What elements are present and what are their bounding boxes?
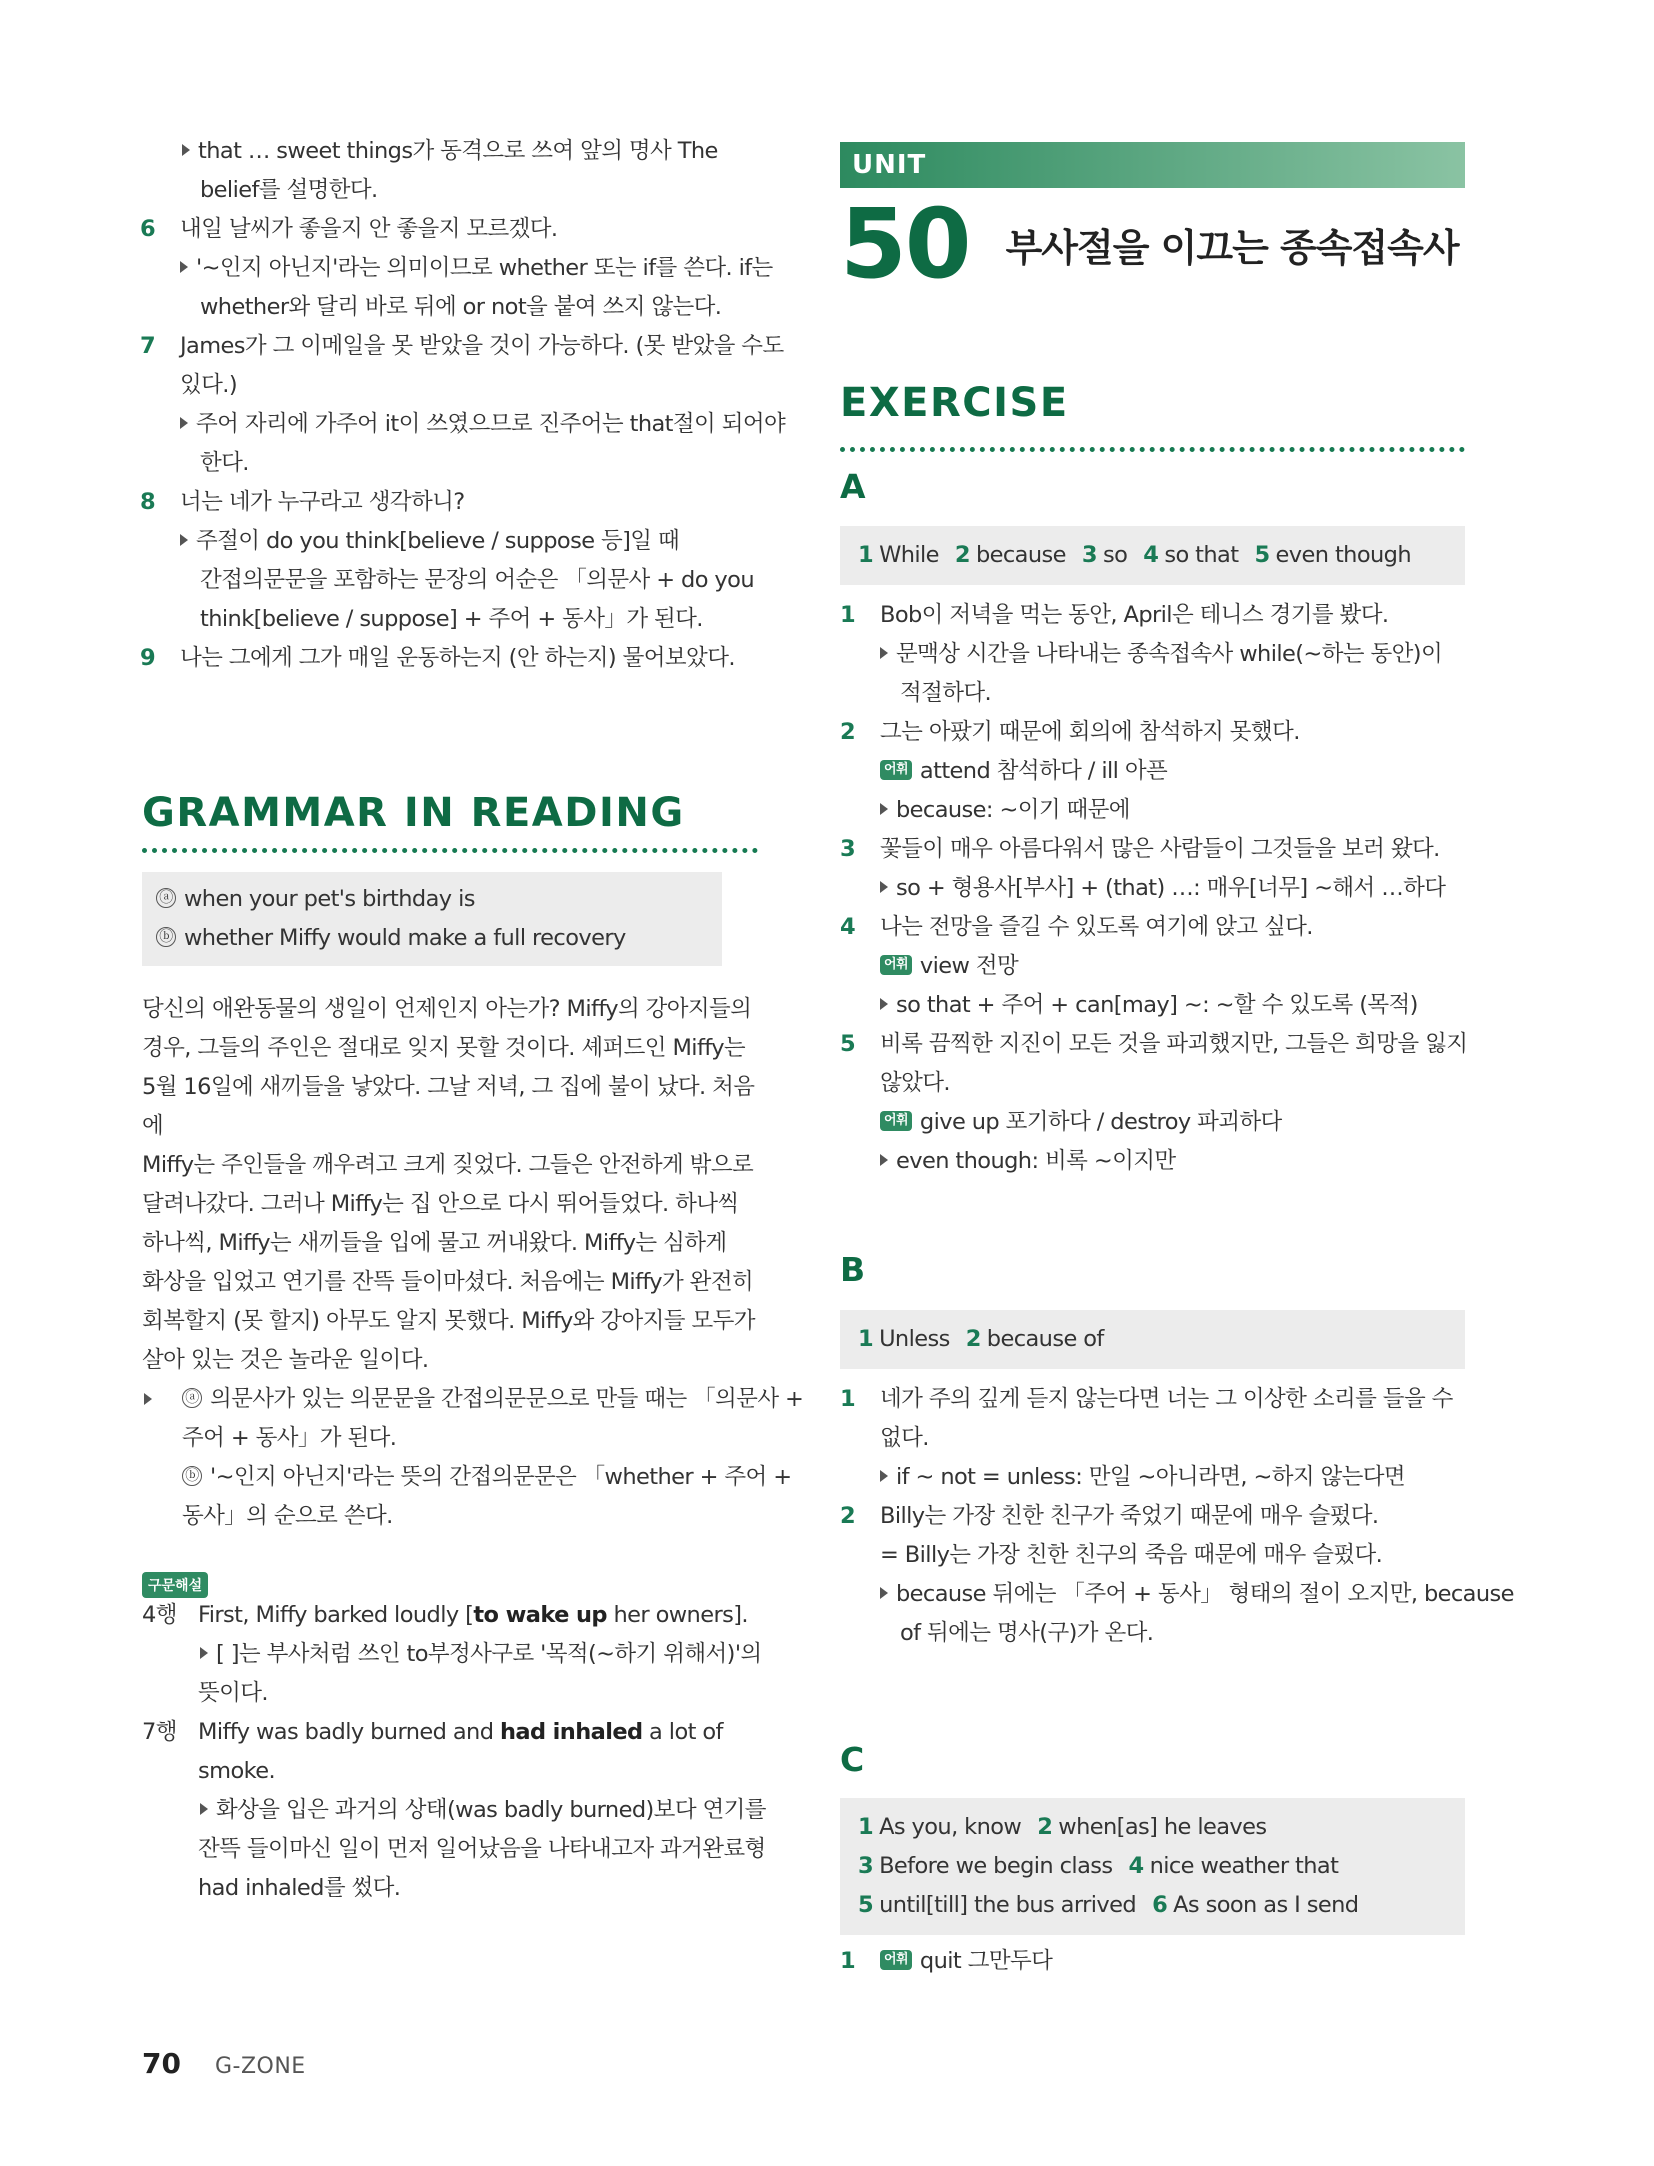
- syntax-line: [142, 1791, 766, 1830]
- answer-text: because: [975, 542, 1066, 568]
- answer-item: [858, 1892, 1136, 1918]
- right-column: [840, 142, 1514, 1974]
- section-c-letter: C: [840, 1740, 865, 1779]
- line-text: smoke.: [198, 1758, 276, 1784]
- line-text: 없다.: [880, 1425, 929, 1451]
- syntax-explanation: [142, 1596, 766, 1908]
- triangle-bullet-icon: [880, 1587, 888, 1599]
- item-number: 1: [840, 1386, 856, 1412]
- note-text: that … sweet things가 동격으로 쓰여 앞의 명사 The: [198, 138, 718, 164]
- book-title: G-ZONE: [214, 2054, 306, 2079]
- syntax-line: [142, 1752, 762, 1791]
- answer-number: 3: [858, 1853, 874, 1879]
- vocab-tag: 어휘: [880, 955, 912, 975]
- section-a-letter: A: [840, 467, 866, 506]
- note-text: because: ~이기 때문에: [896, 797, 1130, 823]
- answer-text: so: [1102, 542, 1128, 568]
- reading-answer: [156, 919, 708, 958]
- answer-item: [1254, 542, 1411, 568]
- unit-number: 50: [840, 188, 970, 300]
- explanation-line: [140, 366, 770, 405]
- explanation-line: [840, 1103, 1465, 1142]
- line-text: think[believe / suppose] + 주어 + 동사」가 된다.: [200, 606, 703, 632]
- note-text: 문맥상 시간을 나타내는 종속접속사 while(~하는 동안)이: [896, 641, 1443, 667]
- syntax-tag: 구문해설: [142, 1572, 208, 1598]
- note-text: because 뒤에는 「주어 + 동사」 형태의 절이 오지만, because: [896, 1581, 1514, 1607]
- exercise-heading: EXERCISE: [840, 380, 1069, 426]
- dotted-divider: [142, 848, 758, 853]
- explanation-line: [140, 288, 770, 327]
- answer-item: [858, 1814, 1021, 1840]
- explanation-text: '~인지 아닌지'라는 뜻의 간접의문문은 「whether + 주어 +: [210, 1464, 792, 1490]
- translation-line: 5월 16일에 새끼들을 낳았다. 그날 저녁, 그 집에 불이 났다. 처음에: [142, 1074, 755, 1139]
- explanation-mark: ⓐ: [182, 1388, 202, 1408]
- explanation-line: [140, 327, 784, 366]
- answer-text: even though: [1275, 542, 1411, 568]
- answer-item: [966, 1326, 1104, 1352]
- translation-paragraph: [142, 990, 762, 1380]
- sentence-bold: to wake up: [473, 1602, 607, 1628]
- vocab-tag: 어휘: [880, 760, 912, 780]
- explanation-line: [840, 908, 1465, 947]
- line-text: 내일 날씨가 좋을지 안 좋을지 모르겠다.: [180, 216, 558, 242]
- line-text: 그는 아팠기 때문에 회의에 참석하지 못했다.: [880, 719, 1300, 745]
- explanation-line: [140, 522, 770, 561]
- answer-number: 3: [1081, 542, 1097, 568]
- explanation-line: [140, 444, 770, 483]
- section-b-answers-box: [840, 1310, 1465, 1369]
- answer-row: [858, 1847, 1447, 1886]
- explanation-text: 동사」의 순으로 쓴다.: [182, 1503, 393, 1529]
- sentence-text: Miffy was badly burned and: [198, 1719, 500, 1745]
- explanation-line: [140, 210, 770, 249]
- explanation-line: [840, 1419, 1465, 1458]
- answer-number: 5: [858, 1892, 874, 1918]
- vocab-tag: 어휘: [880, 1111, 912, 1131]
- translation-line: 경우, 그들의 주인은 절대로 잊지 못할 것이다. 셰퍼드인 Miffy는: [142, 1035, 746, 1061]
- explanation-line: [840, 596, 1465, 635]
- explanation-line: [840, 1380, 1465, 1419]
- explanation-line: [140, 249, 773, 288]
- line-text: 나는 전망을 즐길 수 있도록 여기에 앉고 싶다.: [880, 914, 1313, 940]
- grammar-explanation: [142, 1380, 804, 1536]
- answer-text: when your pet's birthday is: [184, 886, 475, 912]
- explanation-line: [840, 947, 1465, 986]
- explanation-line: [140, 600, 770, 639]
- line-text: 있다.): [180, 372, 238, 398]
- line-text: Billy는 가장 친한 친구가 죽었기 때문에 매우 슬펐다.: [880, 1503, 1379, 1529]
- explanation-line: [840, 1142, 1465, 1181]
- item-number: 6: [140, 216, 156, 242]
- line-text: 뜻이다.: [198, 1680, 268, 1706]
- answer-text: Unless: [879, 1326, 950, 1352]
- explanation-text: 의문사가 있는 의문문을 간접의문문으로 만들 때는 「의문사 +: [210, 1386, 804, 1412]
- explanation-line: [840, 1942, 1465, 1981]
- sentence-text: First, Miffy barked loudly [: [198, 1602, 474, 1628]
- line-text: 적절하다.: [900, 680, 992, 706]
- triangle-bullet-icon: [880, 1470, 888, 1482]
- line-label: 4행: [142, 1602, 177, 1628]
- explanation-line: [840, 869, 1465, 908]
- item-number: 1: [840, 602, 856, 628]
- syntax-line: [142, 1713, 762, 1752]
- translation-line: 당신의 애완동물의 생일이 언제인지 아는가? Miffy의 강아지들의: [142, 996, 752, 1022]
- answer-item: [1129, 1853, 1339, 1879]
- syntax-line: [142, 1869, 762, 1908]
- unit-title: 부사절을 이끄는 종속접속사: [1005, 225, 1459, 270]
- item-number: 9: [140, 645, 156, 671]
- answer-number: 1: [858, 1814, 874, 1840]
- line-text: had inhaled를 썼다.: [198, 1875, 401, 1901]
- answer-number: 2: [954, 542, 970, 568]
- explanation-line: [140, 483, 770, 522]
- explanation-line: [840, 713, 1465, 752]
- explanation-line: [140, 132, 770, 171]
- explanation-line: [840, 1064, 1465, 1103]
- answer-number: 1: [858, 542, 874, 568]
- explanation-line: [140, 171, 770, 210]
- line-text: 않았다.: [880, 1070, 950, 1096]
- triangle-bullet-icon: [880, 998, 888, 1010]
- vocab-text: quit 그만두다: [919, 1948, 1053, 1974]
- item-number: 7: [140, 333, 156, 359]
- triangle-bullet-icon: [880, 1154, 888, 1166]
- sentence-text: her owners].: [606, 1602, 748, 1628]
- syntax-line: [142, 1830, 766, 1869]
- explanation-text: 주어 + 동사」가 된다.: [182, 1425, 397, 1451]
- explanation-line: [840, 1458, 1465, 1497]
- explanation-line: [142, 1458, 792, 1497]
- answer-number: 6: [1152, 1892, 1168, 1918]
- note-text: so + 형용사[부사] + (that) …: 매우[너무] ~해서 …하다: [896, 875, 1446, 901]
- answer-item: [1152, 1892, 1358, 1918]
- explanation-line: [840, 1497, 1465, 1536]
- item-number: 4: [840, 914, 856, 940]
- answer-item: [858, 542, 939, 568]
- explanation-line: [840, 635, 1465, 674]
- answer-item: [1082, 542, 1127, 568]
- item-number: 1: [840, 1948, 856, 1974]
- translation-line: 살아 있는 것은 놀라운 일이다.: [142, 1347, 429, 1373]
- explanation-line: [142, 1380, 804, 1419]
- explanation-line: [140, 561, 770, 600]
- answer-text: As soon as I send: [1173, 1892, 1359, 1918]
- answer-text: As you, know: [879, 1814, 1022, 1840]
- vocab-text: view 전망: [919, 953, 1019, 979]
- triangle-bullet-icon: [200, 1803, 208, 1815]
- answer-row: [858, 1320, 1447, 1359]
- answer-text: when[as] he leaves: [1058, 1814, 1267, 1840]
- item-number: 2: [840, 719, 856, 745]
- item-number: 5: [840, 1031, 856, 1057]
- line-text: = Billy는 가장 친한 친구의 죽음 때문에 매우 슬펐다.: [880, 1542, 1383, 1568]
- line-text: 네가 주의 깊게 듣지 않는다면 너는 그 이상한 소리를 들을 수: [880, 1386, 1453, 1412]
- explanation-line: [840, 1614, 1465, 1653]
- triangle-bullet-icon: [880, 881, 888, 893]
- answer-text: While: [879, 542, 939, 568]
- triangle-bullet-icon: [180, 534, 188, 546]
- triangle-bullet-icon: [180, 261, 188, 273]
- reading-answer: [156, 880, 708, 919]
- reading-answers-box: [142, 872, 722, 966]
- explanation-line: [840, 986, 1465, 1025]
- item-number: 3: [840, 836, 856, 862]
- sentence-text: a lot of: [642, 1719, 723, 1745]
- answer-text: whether Miffy would make a full recovery: [184, 925, 626, 951]
- answer-row: [858, 536, 1447, 575]
- answer-number: 2: [1037, 1814, 1053, 1840]
- triangle-bullet-icon: [180, 417, 188, 429]
- answer-mark: ⓐ: [156, 888, 176, 908]
- triangle-bullet-icon: [200, 1647, 208, 1659]
- sentence-bold: had inhaled: [499, 1719, 643, 1745]
- translation-line: Miffy는 주인들을 깨우려고 크게 짖었다. 그들은 안전하게 밖으로: [142, 1152, 754, 1178]
- dotted-divider: [840, 447, 1465, 452]
- answer-text: Before we begin class: [879, 1853, 1113, 1879]
- line-text: 한다.: [200, 450, 249, 476]
- line-text: 비록 끔찍한 지진이 모든 것을 파괴했지만, 그들은 희망을 잃지: [880, 1031, 1468, 1057]
- explanation-line: [840, 674, 1465, 713]
- note-text: so that + 주어 + can[may] ~: ~할 수 있도록 (목적): [896, 992, 1418, 1018]
- line-text: whether와 달리 바로 뒤에 or not을 붙여 쓰지 않는다.: [200, 294, 722, 320]
- answer-row: [858, 1886, 1447, 1925]
- section-a-answers-box: [840, 526, 1465, 585]
- triangle-bullet-icon: [182, 144, 190, 156]
- line-text: 간접의문문을 포함하는 문장의 어순은 「의문사 + do you: [200, 567, 754, 593]
- explanation-line: [140, 639, 770, 678]
- syntax-line: [142, 1674, 762, 1713]
- explanation-line: [840, 1575, 1514, 1614]
- answer-notes-continued: [140, 132, 786, 678]
- item-number: 2: [840, 1503, 856, 1529]
- unit-header: [840, 188, 1459, 300]
- answer-text: because of: [986, 1326, 1104, 1352]
- page-footer: [142, 2047, 306, 2080]
- line-text: James가 그 이메일을 못 받았을 것이 가능하다. (못 받았을 수도: [180, 333, 784, 359]
- line-text: 나는 그에게 그가 매일 운동하는지 (안 하는지) 물어보았다.: [180, 645, 735, 671]
- note-text: even though: 비록 ~이지만: [896, 1148, 1176, 1174]
- answer-number: 2: [965, 1326, 981, 1352]
- explanation-line: [840, 830, 1465, 869]
- explanation-line: [142, 1419, 762, 1458]
- vocab-tag: 어휘: [880, 1950, 912, 1970]
- line-text: 꽃들이 매우 아름다워서 많은 사람들이 그것들을 보러 왔다.: [880, 836, 1440, 862]
- section-a-explanations: [840, 596, 1468, 1181]
- answer-mark: ⓑ: [156, 927, 176, 947]
- explanation-line: [140, 405, 786, 444]
- answer-row: [858, 1808, 1447, 1847]
- note-text: [ ]는 부사처럼 쓰인 to부정사구로 '목적(~하기 위해서)'의: [216, 1641, 762, 1667]
- translation-line: 화상을 입었고 연기를 잔뜩 들이마셨다. 처음에는 Miffy가 완전히: [142, 1269, 754, 1295]
- page-number: 70: [142, 2047, 181, 2080]
- vocab-text: give up 포기하다 / destroy 파괴하다: [919, 1109, 1282, 1135]
- note-text: 주어 자리에 가주어 it이 쓰였으므로 진주어는 that절이 되어야: [196, 411, 786, 437]
- item-number: 8: [140, 489, 156, 515]
- triangle-bullet-icon: [880, 647, 888, 659]
- translation-line: 회복할지 (못 할지) 아무도 알지 못했다. Miffy와 강아지들 모두가: [142, 1308, 755, 1334]
- answer-item: [1037, 1814, 1266, 1840]
- explanation-line: [840, 1025, 1468, 1064]
- line-text: Bob이 저녁을 먹는 동안, April은 테니스 경기를 봤다.: [880, 602, 1389, 628]
- syntax-line: [142, 1635, 762, 1674]
- line-text: 잔뜩 들이마신 일이 먼저 일어났음을 나타내고자 과거완료형: [198, 1836, 766, 1862]
- answer-text: so that: [1164, 542, 1239, 568]
- explanation-line: [840, 1536, 1465, 1575]
- answer-number: 4: [1143, 542, 1159, 568]
- answer-number: 1: [858, 1326, 874, 1352]
- explanation-line: [840, 791, 1465, 830]
- note-text: 화상을 입은 과거의 상태(was badly burned)보다 연기를: [216, 1797, 766, 1823]
- section-c-answers-box: [840, 1798, 1465, 1935]
- syntax-line: [142, 1596, 762, 1635]
- section-b-letter: B: [840, 1250, 866, 1289]
- note-text: 주절이 do you think[believe / suppose 등]일 때: [196, 528, 680, 554]
- line-text: of 뒤에는 명사(구)가 온다.: [900, 1620, 1154, 1646]
- explanation-line: [142, 1497, 762, 1536]
- answer-number: 5: [1254, 542, 1270, 568]
- section-b-explanations: [840, 1380, 1514, 1653]
- translation-line: 하나씩, Miffy는 새끼들을 입에 물고 꺼내왔다. Miffy는 심하게: [142, 1230, 727, 1256]
- answer-item: [955, 542, 1066, 568]
- answer-text: until[till] the bus arrived: [879, 1892, 1137, 1918]
- answer-item: [858, 1326, 950, 1352]
- explanation-line: [840, 752, 1465, 791]
- translation-line: 달려나갔다. 그러나 Miffy는 집 안으로 다시 뛰어들었다. 하나씩: [142, 1191, 739, 1217]
- answer-item: [858, 1853, 1113, 1879]
- note-text: if ~ not = unless: 만일 ~아니라면, ~하지 않는다면: [896, 1464, 1406, 1490]
- line-label: 7행: [142, 1719, 177, 1745]
- left-column: [140, 132, 804, 1901]
- answer-number: 4: [1128, 1853, 1144, 1879]
- section-c-explanations: [840, 1942, 1465, 1981]
- triangle-bullet-icon: [880, 803, 888, 815]
- answer-text: nice weather that: [1149, 1853, 1339, 1879]
- explanation-mark: ⓑ: [182, 1466, 202, 1486]
- grammar-in-reading-heading: GRAMMAR IN READING: [142, 790, 685, 836]
- answer-item: [1143, 542, 1238, 568]
- vocab-text: attend 참석하다 / ill 아픈: [919, 758, 1168, 784]
- line-text: belief를 설명한다.: [200, 177, 378, 203]
- line-text: 너는 네가 누구라고 생각하니?: [180, 489, 465, 515]
- note-text: '~인지 아닌지'라는 의미이므로 whether 또는 if를 쓴다. if는: [196, 255, 773, 281]
- triangle-bullet-icon: [144, 1393, 152, 1405]
- unit-label-bar: UNIT: [840, 142, 1465, 188]
